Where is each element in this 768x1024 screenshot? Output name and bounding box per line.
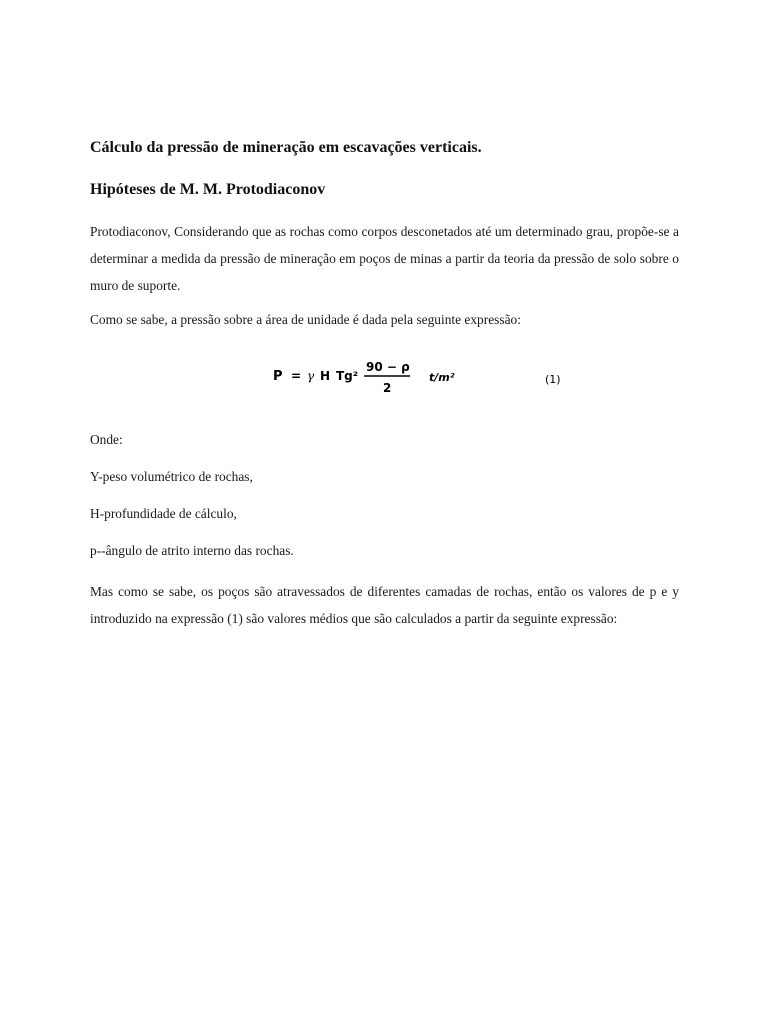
formula-number: (1)	[545, 373, 561, 386]
formula-equals: =	[291, 369, 302, 383]
formula-tg: Tg²	[336, 369, 359, 383]
variable-definition: H-profundidade de cálculo,	[90, 506, 237, 521]
variable-definition: p--ângulo de atrito interno das rochas.	[90, 543, 294, 558]
formula-numerator: 90 − ρ	[366, 360, 410, 374]
paragraph-expression: Como se sabe, a pressão sobre a área de unidade é dada pela seguinte expressão:	[90, 312, 521, 327]
section-heading: Hipóteses de M. M. Protodiaconov	[90, 181, 326, 198]
formula-1	[90, 340, 679, 410]
variable-definition: Y-peso volumétrico de rochas,	[90, 469, 253, 484]
formula-lhs: P	[273, 369, 283, 384]
formula-gamma: γ	[307, 369, 315, 383]
document-title: Cálculo da pressão de mineração em escavações verticais.	[90, 139, 482, 156]
formula-denominator: 2	[383, 381, 392, 395]
paragraph-intro: Protodiaconov, Considerando que as rochas como corpos desconetados até um determinado grau, propõe-se a determinar a medida da pressão de mineração em poços de minas a partir da teoria da pressão de solo sobre o muro de suporte.	[90, 224, 679, 293]
onde-label: Onde:	[90, 432, 123, 447]
formula-unit: t/m²	[429, 371, 455, 384]
formula-h: H	[320, 369, 331, 383]
paragraph-layers: Mas como se sabe, os poços são atravessados de diferentes camadas de rochas, então os valores de p e y introduzido na expressão (1) são valores médios que são calculados a partir da seguinte expressão:	[90, 584, 679, 626]
